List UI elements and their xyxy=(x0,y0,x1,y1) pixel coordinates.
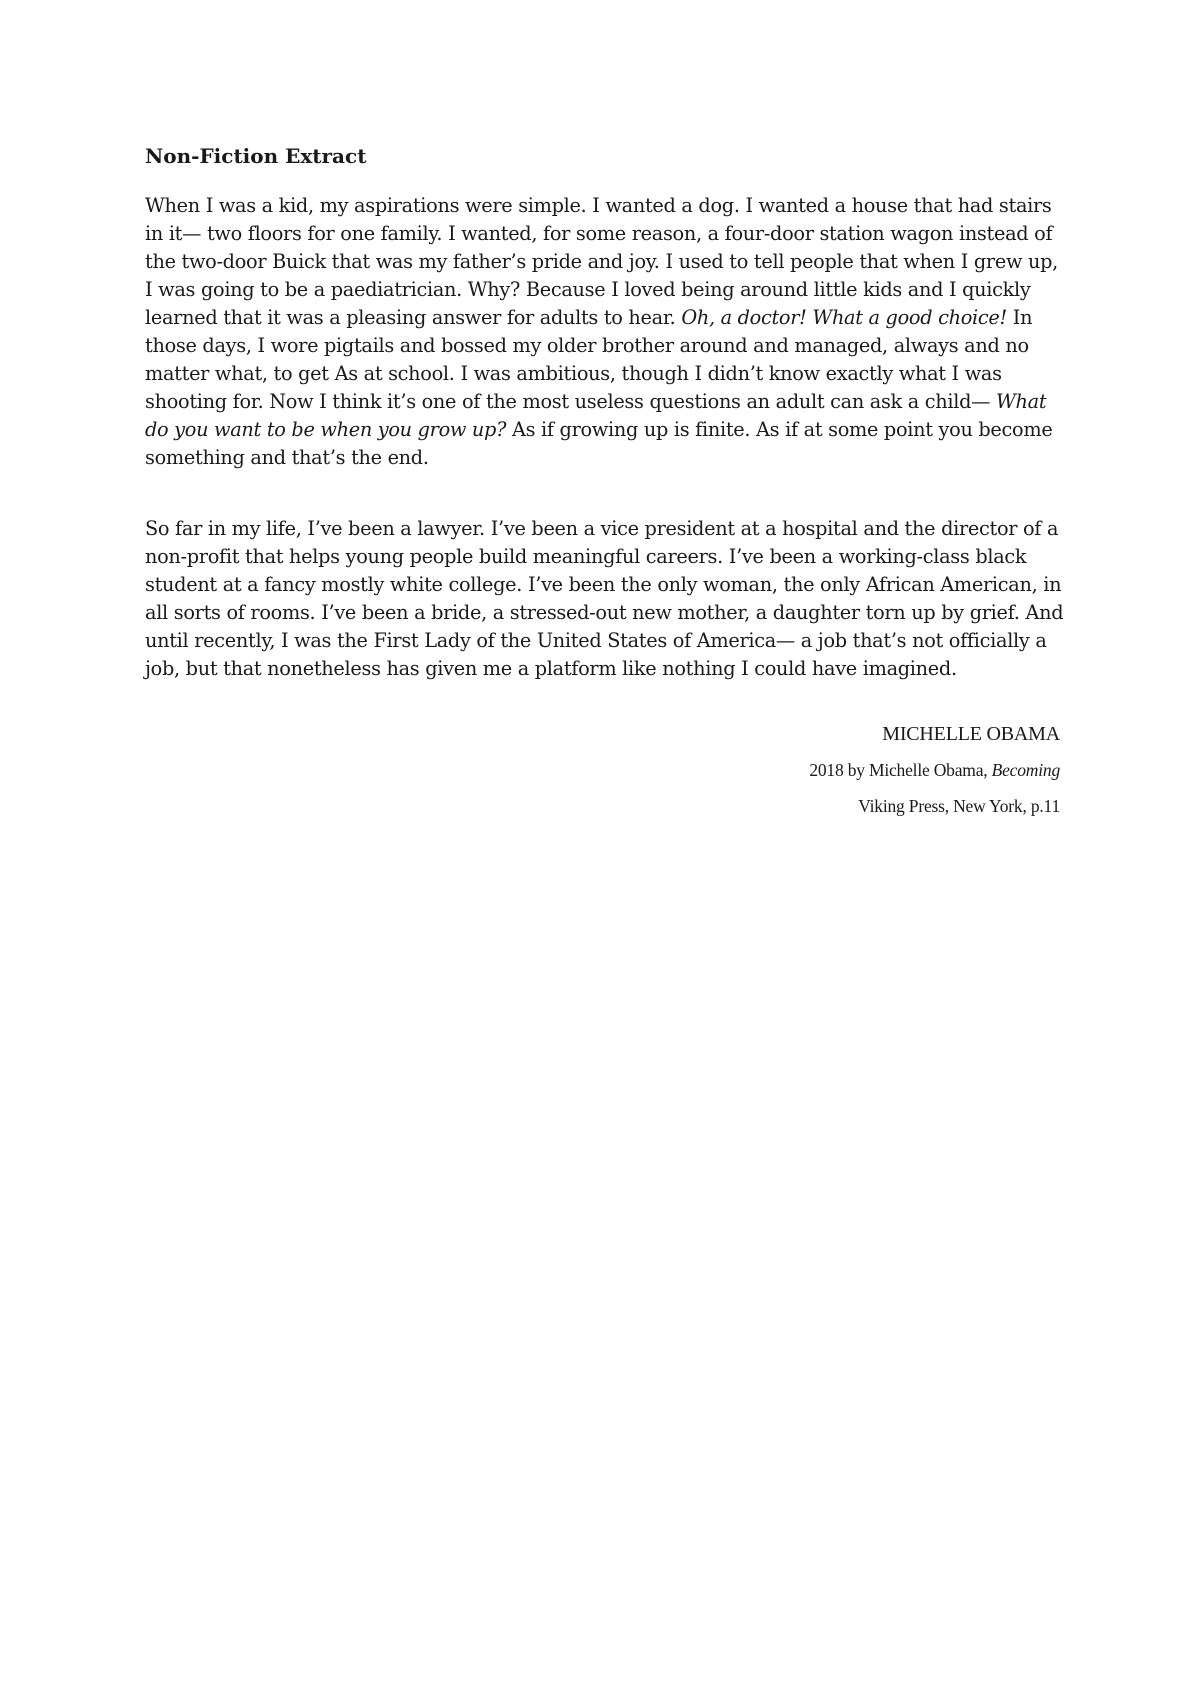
document-page xyxy=(145,142,1065,828)
paragraph-1-text-c: As if growing up is finite. As if at some point you become something and that’s the end. xyxy=(145,418,1053,469)
publisher-line: Viking Press, New York, p.11 xyxy=(858,796,1060,816)
paragraph-1-italic-b: What do you want to be when you grow up? xyxy=(145,390,1047,441)
paragraph-1-text-b: In those days, I wore pigtails and bossed my older brother around and managed, always and no matter what, to get As at school. I was ambitious, though I didn’t know exactly what I was shooting for. Now I think it’s one of the most useless questions an adult can ask a child— xyxy=(145,306,1033,413)
paragraph-1-text-a: When I was a kid, my aspirations were simple. I wanted a dog. I wanted a house that had stairs in it— two floors for one family. I wanted, for some reason, a four-door station wagon instead of the two-door Buick that was my father’s pride and joy. I used to tell people that when I grew up, I was going to be a paediatrician. Why? Because I loved being around little kids and I quickly learned that it was a pleasing answer for adults to hear. xyxy=(145,194,1058,329)
author-name: MICHELLE OBAMA xyxy=(882,723,1060,745)
book-title: Becoming xyxy=(991,760,1060,780)
paragraph-1-italic-a: Oh, a doctor! What a good choice! xyxy=(681,306,1007,329)
paragraph-2: So far in my life, I’ve been a lawyer. I’ve been a vice president at a hospital and the director of a non-profit that helps young people build meaningful careers. I’ve been a working-class black student at a fancy mostly white college. I’ve been the only woman, the only African American, in all sorts of rooms. I’ve been a bride, a stressed-out new mother, a daughter torn up by grief. And until recently, I was the First Lady of the United States of America— a job that’s not officially a job, but that nonetheless has given me a platform like nothing I could have imagined. xyxy=(145,517,1064,680)
attribution-block xyxy=(145,720,1060,820)
copyright-prefix: 2018 by Michelle Obama, xyxy=(809,760,992,780)
paragraph-1 xyxy=(145,192,1065,472)
copyright-line xyxy=(145,756,1060,784)
extract-heading: Non-Fiction Extract xyxy=(145,144,367,168)
